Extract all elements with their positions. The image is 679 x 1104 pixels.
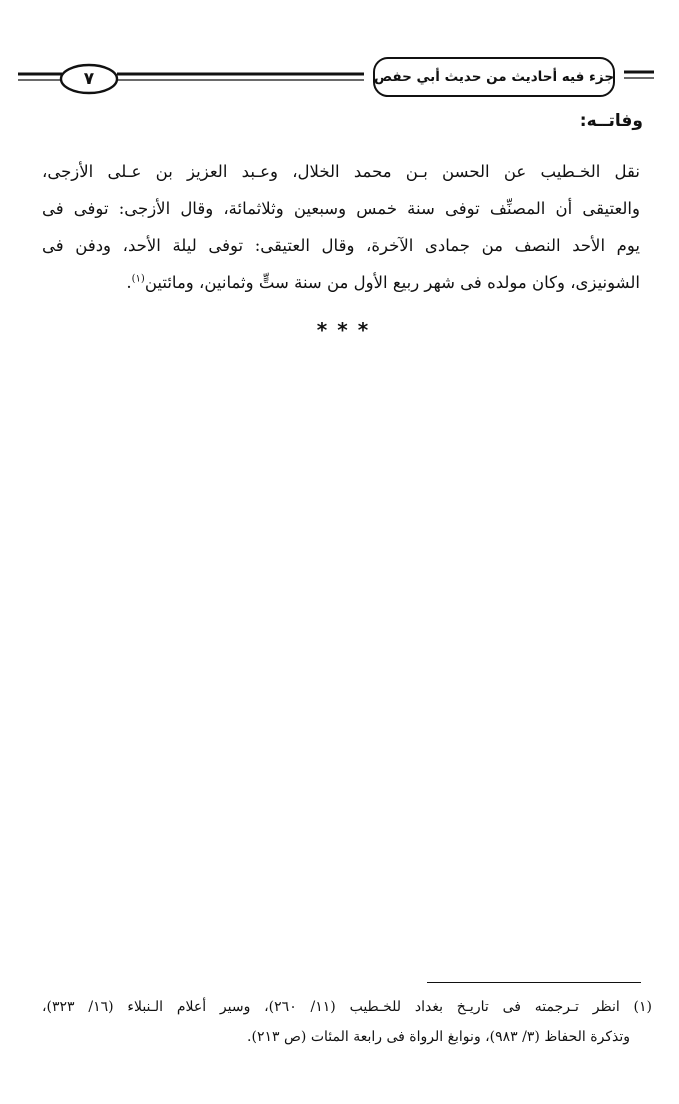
footnote-line: وتذكرة الحفاظ (٣/ ٩٨٣)، ونوابغ الرواة فى رابعة المئات (ص ٢١٣). (247, 1029, 630, 1045)
section-separator: *** (316, 318, 379, 342)
footnotes (42, 992, 652, 1052)
body-line-text: الشونيزى، وكان مولده فى شهر ربيع الأول من سنة ستٍّ وثمانين، ومائتين (144, 273, 640, 292)
body-line: نقل الخـطيب عن الحسن بـن محمد الخلال، وعـبد العزيز بن عـلى الأزجى، (42, 162, 640, 181)
footnote-divider (427, 982, 641, 983)
running-header (0, 0, 679, 110)
body-paragraph (42, 153, 640, 301)
running-header-title: جزء فيه أحاديث من حديث أبي حفص (373, 69, 615, 85)
body-line-last (42, 264, 640, 301)
footnote-reference: (١) (131, 273, 145, 285)
page-number: ٧ (83, 69, 95, 89)
footnote-line: (١) انظر تـرجمته فى تاريـخ بغداد للخـطيب (١١/ ٢٦٠)، وسير أعلام الـنبلاء (١٦/ ٣٢٣)، (42, 999, 653, 1015)
end-mark: . (126, 273, 132, 292)
section-heading: وفاتــه: (579, 111, 643, 131)
body-line: والعتيقى أن المصنِّف توفى سنة خمس وسبعين وثلاثمائة، وقال الأزجى: توفى فى (42, 199, 640, 218)
body-line: يوم الأحد النصف من جمادى الآخرة، وقال العتيقى: توفى ليلة الأحد، ودفن فى (42, 236, 640, 255)
